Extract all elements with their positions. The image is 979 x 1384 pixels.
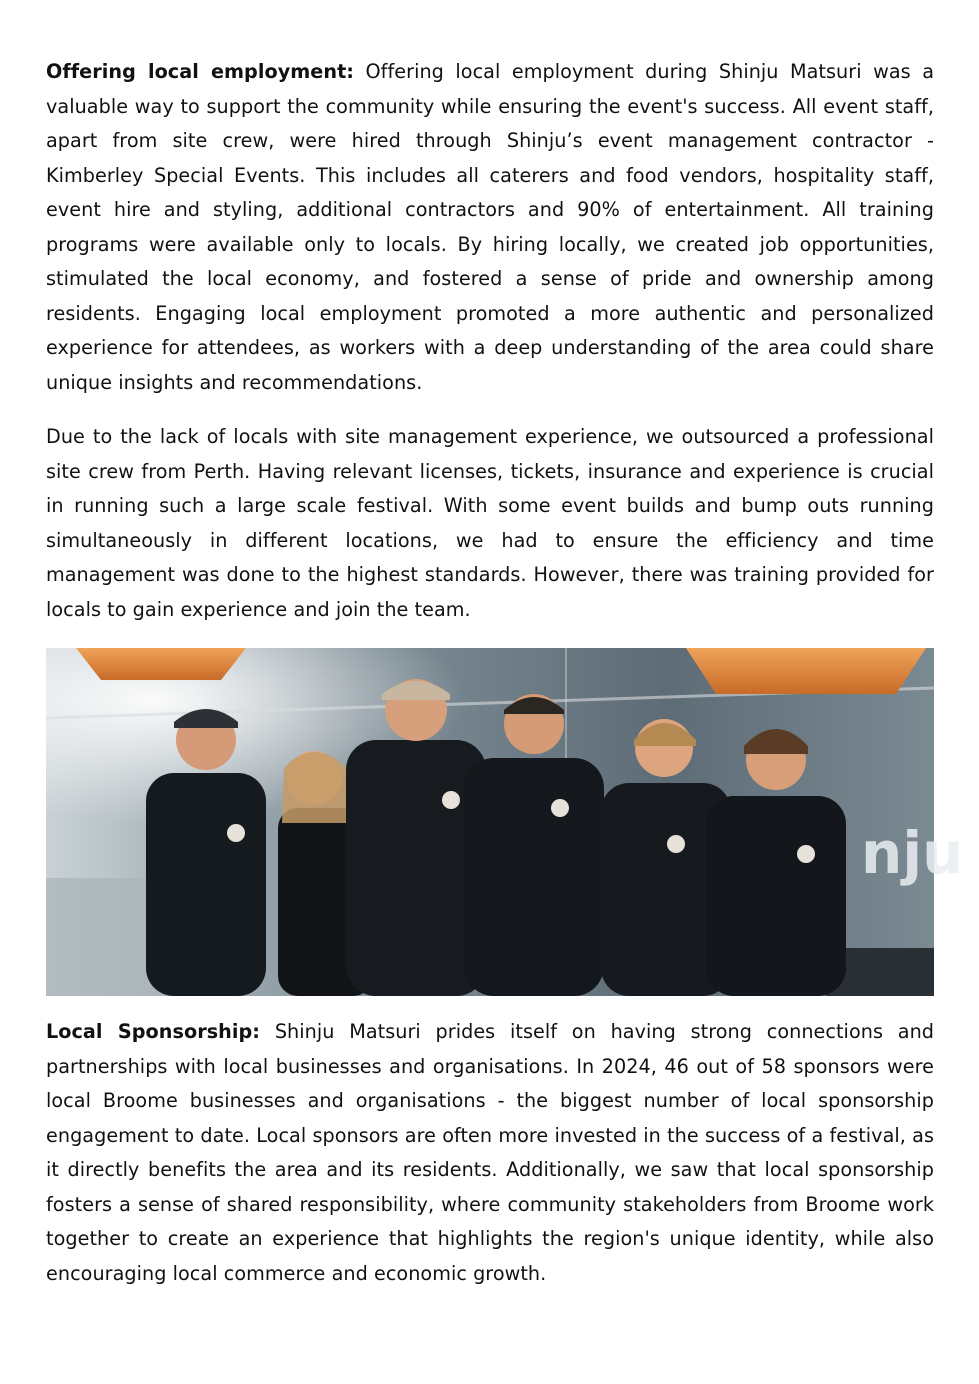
banner-text: nju [861, 819, 964, 887]
team-photo [46, 648, 964, 996]
employment-body: Offering local employment during Shinju Matsuri was a valuable way to support the community while ensuring the event's success. All event staff, apart from site crew, were hired through Shinju’s event management contractor - Kimberley Special Events. This includes all caterers and food vendors, hospitality staff, event hire and styling, additional contractors and 90% of entertainment. All training programs were available only to locals. By hiring locally, we created job opportunities, stimulated the local economy, and fostered a sense of pride and ownership among residents. Engaging local employment promoted a more authentic and personalized experience for attendees, as workers with a deep understanding of the area could share unique insights and recommendations. [46, 60, 934, 394]
site-crew-paragraph [46, 420, 934, 627]
sponsorship-body: Shinju Matsuri prides itself on having strong connections and partnerships with local businesses and organisations. In 2024, 46 out of 58 sponsors were local Broome businesses and organisations - the biggest number of local sponsorship engagement to date. Local sponsors are often more invested in the success of a festival, as it directly benefits the area and its residents. Additionally, we saw that local sponsorship fosters a sense of shared responsibility, where community stakeholders from Broome work together to create an experience that highlights the region's unique identity, while also encouraging local commerce and economic growth. [46, 1020, 935, 1285]
site-crew-body: Due to the lack of locals with site management experience, we outsourced a professional site crew from Perth. Having relevant licenses, tickets, insurance and experience is crucial in running such a large scale festival. With some event builds and bump outs running simultaneously in different locations, we had to ensure the efficiency and time management was done to the highest standards. However, there was training provided for locals to gain experience and join the team. [46, 425, 934, 621]
employment-paragraph [46, 55, 934, 400]
employment-heading: Offering local employment: [46, 60, 355, 83]
sponsorship-heading: Local Sponsorship: [46, 1020, 261, 1043]
sponsorship-paragraph [46, 1015, 934, 1291]
